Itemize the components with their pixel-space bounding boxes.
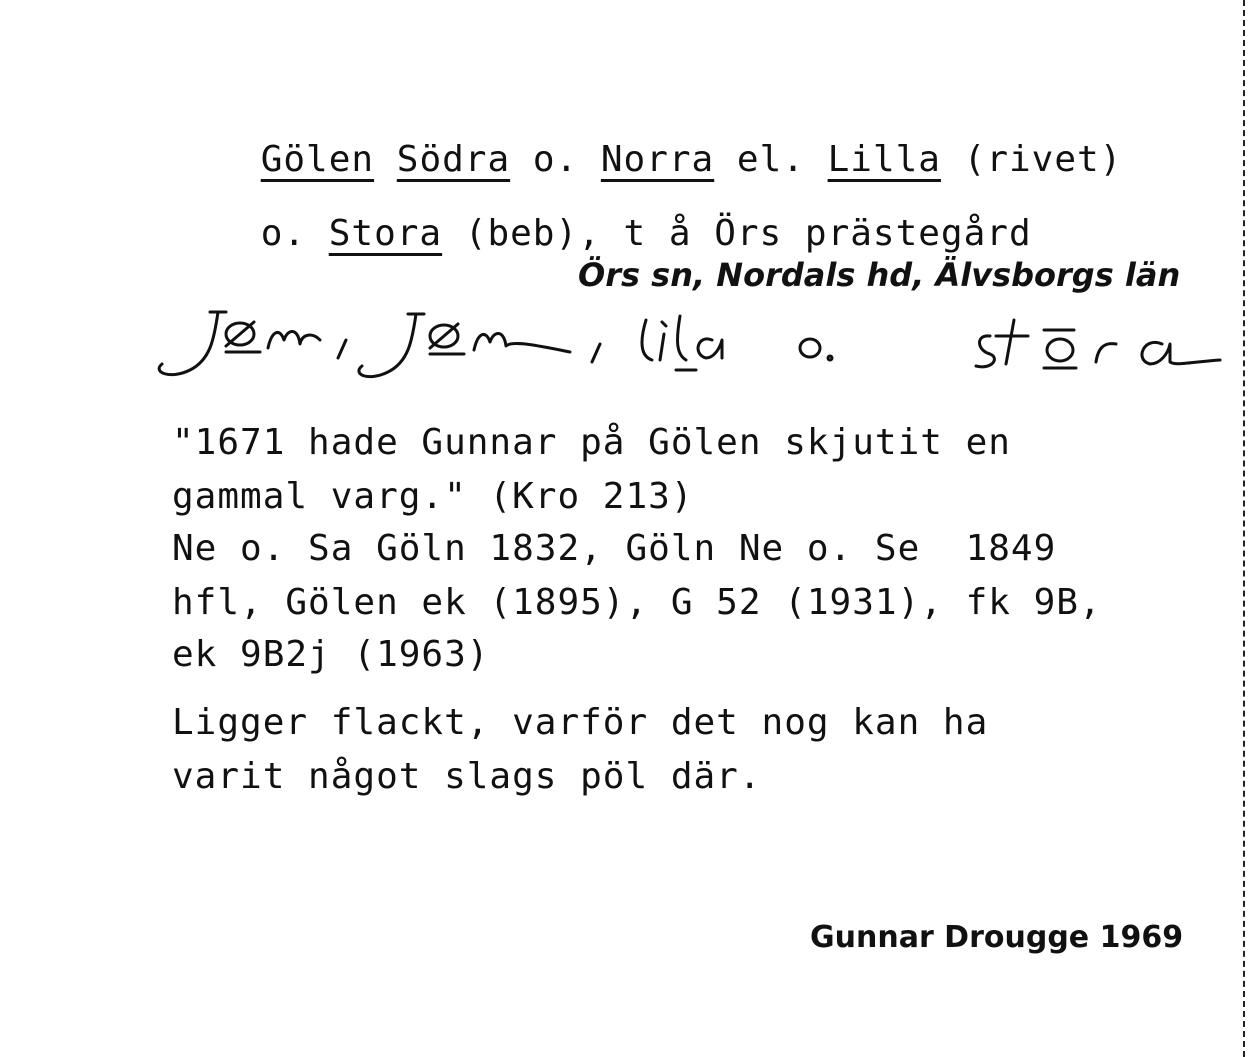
note-line-2: varit något slags pöl där. — [172, 756, 762, 797]
heading-line-2: o. Stora (beb), t å Örs prästegård — [260, 213, 1032, 254]
quote-line-2: gammal varg." (Kro 213) — [172, 476, 694, 517]
name-lilla: Lilla — [827, 139, 941, 180]
parish-location: Örs sn, Nordals hd, Älvsborgs län — [578, 256, 1181, 294]
name-sodra: Södra — [396, 139, 511, 180]
signature: Gunnar Drougge 1969 — [810, 920, 1184, 955]
name-norra: Norra — [600, 139, 715, 180]
forms-line-1: Ne o. Sa Göln 1832, Göln Ne o. Se 1849 — [172, 528, 1057, 569]
name-stora: Stora — [328, 213, 443, 254]
card-edge — [1243, 0, 1248, 1057]
quote-line-1: "1671 hade Gunnar på Gölen skjutit en — [172, 422, 1011, 463]
handwritten-pronunciation — [140, 300, 1240, 390]
note-line-1: Ligger flackt, varför det nog kan ha — [172, 702, 989, 743]
forms-line-3: ek 9B2j (1963) — [172, 634, 490, 675]
name-golen: Gölen — [260, 139, 375, 180]
heading-line-1: Gölen Södra o. Norra el. Lilla (rivet) — [260, 139, 1123, 180]
forms-line-2: hfl, Gölen ek (1895), G 52 (1931), fk 9B, — [172, 582, 1102, 623]
